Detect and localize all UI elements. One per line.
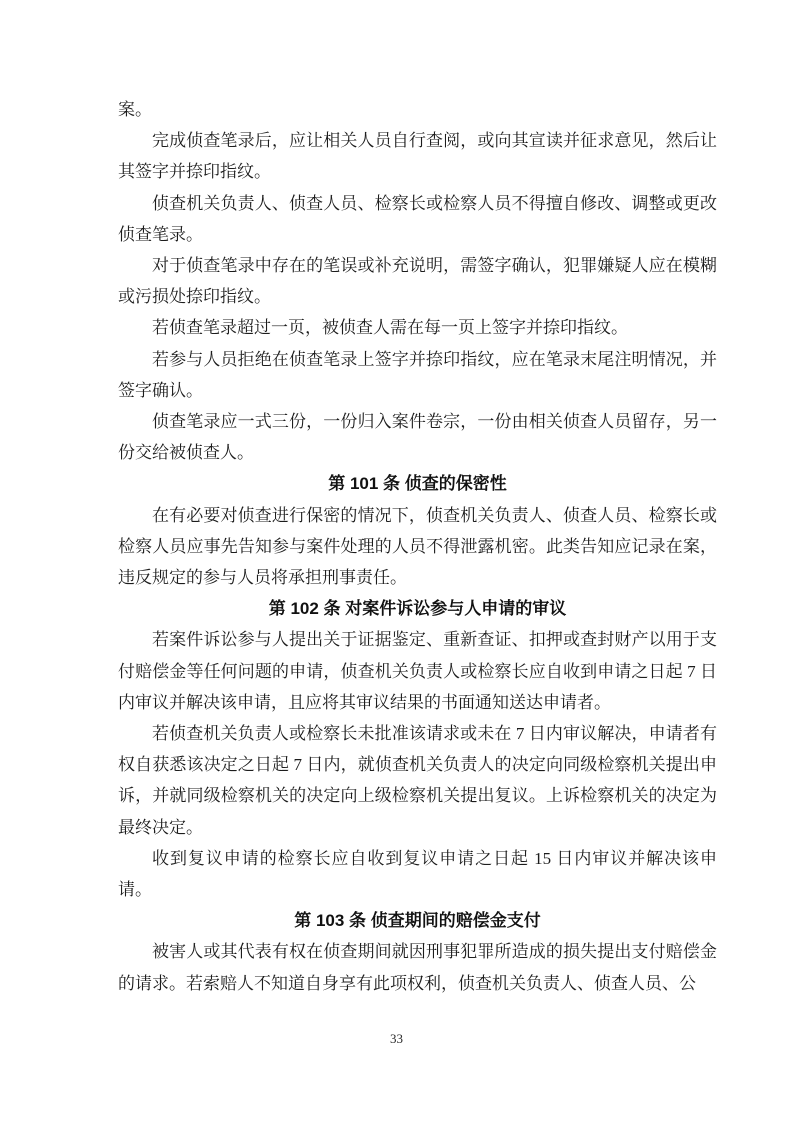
paragraph: 被害人或其代表有权在侦查期间就因刑事犯罪所造成的损失提出支付赔偿金的请求。若索赔人不知道自身享有此项权利，侦查机关负责人、侦查人员、公: [118, 942, 717, 993]
paragraph: 若参与人员拒绝在侦查笔录上签字并捺印指纹，应在笔录末尾注明情况，并签字确认。: [118, 349, 717, 400]
paragraph: 侦查机关负责人、侦查人员、检察长或检察人员不得擅自修改、调整或更改侦查笔录。: [118, 193, 717, 244]
section-heading: 第 102 条 对案件诉讼参与人申请的审议: [268, 599, 567, 619]
paragraph: 若案件诉讼参与人提出关于证据鉴定、重新查证、扣押或查封财产以用于支付赔偿金等任何问题的申请，侦查机关负责人或检察长应自收到申请之日起 7 日内审议并解决该申请，且应将其审议结果的书面通知送达申请者。: [118, 630, 717, 712]
paragraph: 完成侦查笔录后，应让相关人员自行查阅，或向其宣读并征求意见，然后让其签字并捺印指纹。: [118, 131, 717, 182]
section-heading: 第 101 条 侦查的保密性: [328, 474, 507, 494]
paragraph: 在有必要对侦查进行保密的情况下，侦查机关负责人、侦查人员、检察长或检察人员应事先告知参与案件处理的人员不得泄露机密。此类告知应记录在案，违反规定的参与人员将承担刑事责任。: [118, 505, 717, 588]
page-number: 33: [390, 1031, 403, 1046]
document-body: [118, 94, 717, 999]
paragraph: 对于侦查笔录中存在的笔误或补充说明，需签字确认，犯罪嫌疑人应在模糊或污损处捺印指纹。: [118, 256, 717, 307]
paragraph-continuation: 案。: [118, 100, 152, 119]
paragraph: 若侦查笔录超过一页，被侦查人需在每一页上签字并捺印指纹。: [152, 318, 628, 338]
section-heading: 第 103 条 侦查期间的赔偿金支付: [294, 911, 541, 931]
paragraph: 收到复议申请的检察长应自收到复议申请之日起 15 日内审议并解决该申请。: [118, 848, 717, 900]
paragraph: 侦查笔录应一式三份，一份归入案件卷宗，一份由相关侦查人员留存，另一份交给被侦查人。: [118, 412, 717, 463]
paragraph: 若侦查机关负责人或检察长未批准该请求或未在 7 日内审议解决，申请者有权自获悉该决定之日起 7 日内，就侦查机关负责人的决定向同级检察机关提出申诉，并就同级检察机关的决定向上级检察机关提出复议。上诉检察机关的决定为最终决定。: [118, 724, 717, 837]
